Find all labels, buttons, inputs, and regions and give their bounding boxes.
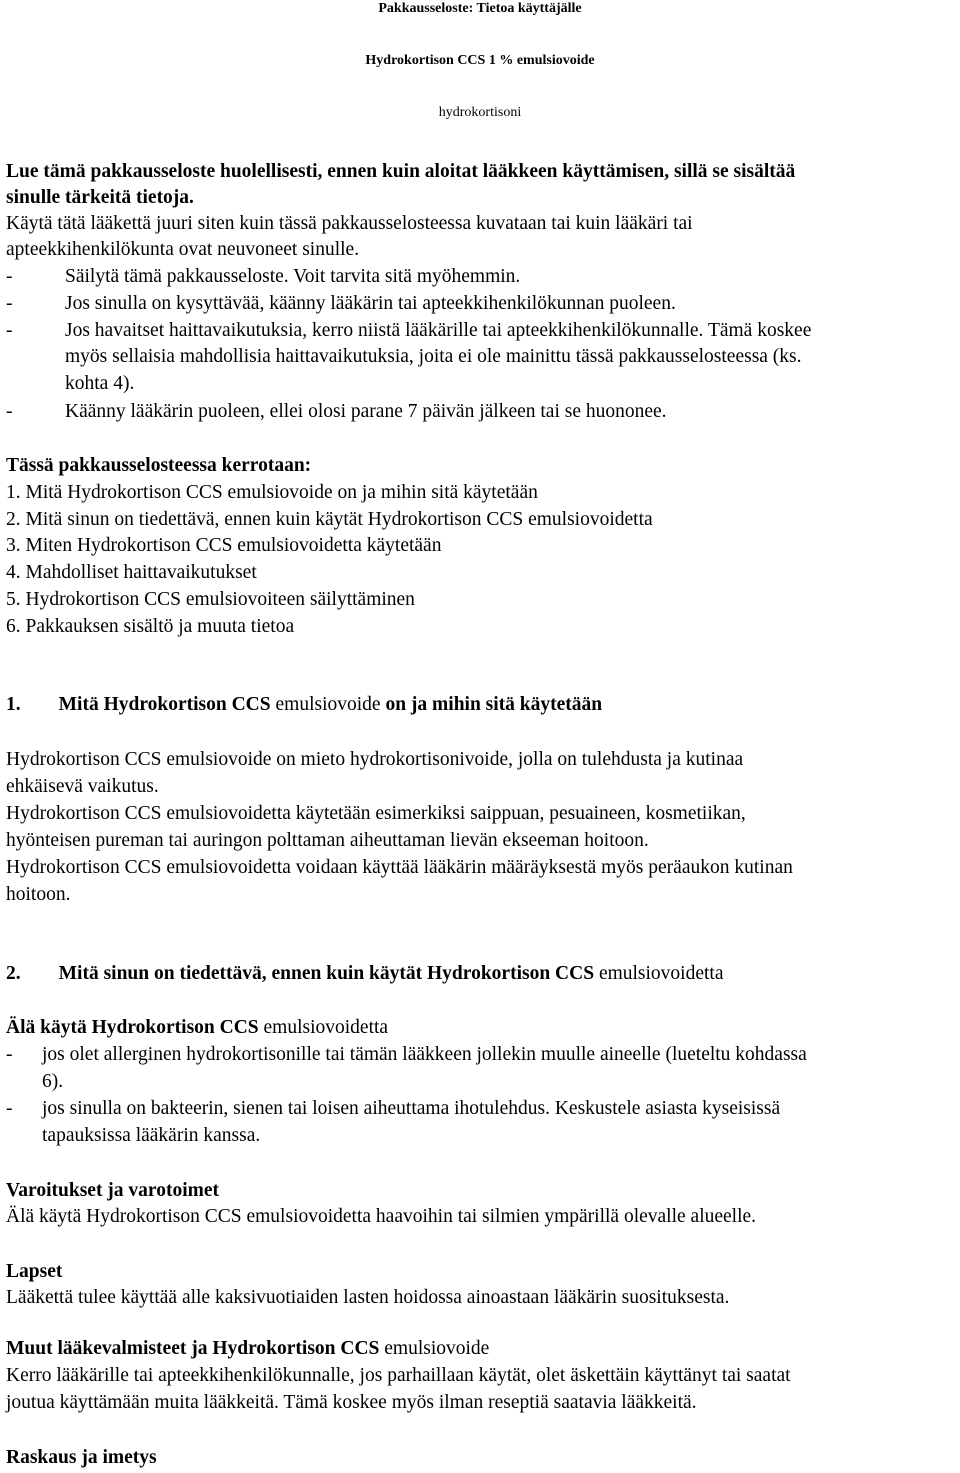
section-heading-part: Mitä Hydrokortison CCS	[58, 694, 271, 715]
children-heading: Lapset	[6, 1261, 63, 1282]
do-not-use-bullet-2-line-2: tapauksissa lääkärin kanssa.	[42, 1125, 261, 1146]
section-1-line-4: hyönteisen pureman tai auringon polttaman aiheuttaman lievän ekseeman hoitoon.	[6, 830, 649, 851]
bullet-dash: -	[6, 1044, 13, 1065]
other-medicines-line-2: joutua käyttämään muita lääkkeitä. Tämä koskee myös ilman reseptiä saatavia lääkkeitä.	[6, 1392, 697, 1413]
other-medicines-heading	[6, 1339, 489, 1359]
bullet-text: Jos sinulla on kysyttävää, käänny lääkärin tai apteekkihenkilökunnan puoleen.	[65, 293, 676, 314]
toc-item-5: 5. Hydrokortison CCS emulsiovoiteen säilyttäminen	[6, 589, 415, 610]
section-number: 2.	[6, 963, 21, 984]
toc-heading: Tässä pakkausselosteessa kerrotaan:	[6, 455, 312, 476]
intro-bold-line-1: Lue tämä pakkausseloste huolellisesti, ennen kuin aloitat lääkkeen käyttämisen, sillä se sisältää	[6, 161, 796, 182]
do-not-use-heading	[6, 1018, 388, 1038]
toc-item-3: 3. Miten Hydrokortison CCS emulsiovoidetta käytetään	[6, 535, 442, 556]
intro-bullet-1	[6, 266, 521, 287]
warnings-heading: Varoitukset ja varotoimet	[6, 1180, 220, 1201]
section-1-line-2: ehkäisevä vaikutus.	[6, 776, 159, 797]
bullet-dash: -	[6, 266, 13, 287]
intro-bold-line-2: sinulle tärkeitä tietoja.	[6, 187, 194, 208]
intro-bullet-3-line-2: myös sellaisia mahdollisia haittavaikutuksia, joita ei ole mainittu tässä pakkausselosteessa (ks.	[65, 346, 802, 367]
intro-bullet-4	[6, 401, 667, 422]
pregnancy-heading: Raskaus ja imetys	[6, 1447, 157, 1468]
section-1-heading	[6, 695, 602, 715]
do-not-use-bullet-1-line-2: 6).	[42, 1071, 64, 1092]
toc-item-4: 4. Mahdolliset haittavaikutukset	[6, 562, 257, 583]
bullet-text: Jos havaitset haittavaikutuksia, kerro niistä lääkärille tai apteekkihenkilökunnalle. Tämä koskee	[65, 320, 812, 341]
section-1-line-1: Hydrokortison CCS emulsiovoide on mieto hydrokortisonivoide, jolla on tulehdusta ja kutinaa	[6, 749, 744, 770]
subheading-part: emulsiovoide	[384, 1338, 490, 1359]
intro-bullet-2	[6, 293, 676, 314]
section-heading-part: on ja mihin sitä käytetään	[385, 694, 603, 715]
section-2-heading	[6, 964, 724, 984]
bullet-dash: -	[6, 1098, 13, 1119]
section-1-line-5: Hydrokortison CCS emulsiovoidetta voidaan käyttää lääkärin määräyksestä myös peräaukon kutinan	[6, 857, 793, 878]
product-name: Hydrokortison CCS 1 % emulsiovoide	[365, 53, 595, 68]
warnings-text: Älä käytä Hydrokortison CCS emulsiovoidetta haavoihin tai silmien ympärillä olevalle alueelle.	[6, 1206, 757, 1227]
intro-line-2: apteekkihenkilökunta ovat neuvoneet sinulle.	[6, 239, 360, 260]
section-heading-part: emulsiovoide	[275, 694, 381, 715]
section-heading-part: emulsiovoidetta	[598, 963, 724, 984]
toc-item-2: 2. Mitä sinun on tiedettävä, ennen kuin käytät Hydrokortison CCS emulsiovoidetta	[6, 509, 653, 530]
subheading-part: emulsiovoidetta	[263, 1017, 389, 1038]
active-substance: hydrokortisoni	[438, 105, 522, 120]
bullet-dash: -	[6, 293, 13, 314]
intro-bullet-3	[6, 320, 812, 341]
bullet-text: jos sinulla on bakteerin, sienen tai loisen aiheuttama ihotulehdus. Keskustele asiasta kyseisissä	[42, 1098, 781, 1119]
other-medicines-line-1: Kerro lääkärille tai apteekkihenkilökunnalle, jos parhaillaan käytät, olet äskettäin käyttänyt tai saatat	[6, 1365, 791, 1386]
bullet-text: Käänny lääkärin puoleen, ellei olosi parane 7 päivän jälkeen tai se huononee.	[65, 401, 667, 422]
subheading-part: Älä käytä Hydrokortison CCS	[6, 1017, 259, 1038]
intro-line-1: Käytä tätä lääkettä juuri siten kuin tässä pakkausselosteessa kuvataan tai kuin lääkäri tai	[6, 213, 693, 234]
section-1-line-6: hoitoon.	[6, 884, 71, 905]
bullet-dash: -	[6, 320, 13, 341]
children-text: Lääkettä tulee käyttää alle kaksivuotiaiden lasten hoidossa ainoastaan lääkärin suosituksesta.	[6, 1287, 730, 1308]
section-number: 1.	[6, 694, 21, 715]
bullet-dash: -	[6, 401, 13, 422]
do-not-use-bullet-1	[6, 1044, 807, 1065]
toc-item-6: 6. Pakkauksen sisältö ja muuta tietoa	[6, 616, 295, 637]
section-1-line-3: Hydrokortison CCS emulsiovoidetta käytetään esimerkiksi saippuan, pesuaineen, kosmetiikan,	[6, 803, 746, 824]
bullet-text: Säilytä tämä pakkausseloste. Voit tarvita sitä myöhemmin.	[65, 266, 521, 287]
do-not-use-bullet-2	[6, 1098, 781, 1119]
section-heading-part: Mitä sinun on tiedettävä, ennen kuin käytät Hydrokortison CCS	[58, 963, 595, 984]
page-title: Pakkausseloste: Tietoa käyttäjälle	[378, 1, 582, 16]
intro-bullet-3-line-3: kohta 4).	[65, 373, 135, 394]
subheading-part: Muut lääkevalmisteet ja Hydrokortison CCS	[6, 1338, 380, 1359]
bullet-text: jos olet allerginen hydrokortisonille tai tämän lääkkeen jollekin muulle aineelle (lueteltu kohdassa	[42, 1044, 807, 1065]
toc-item-1: 1. Mitä Hydrokortison CCS emulsiovoide on ja mihin sitä käytetään	[6, 482, 538, 503]
